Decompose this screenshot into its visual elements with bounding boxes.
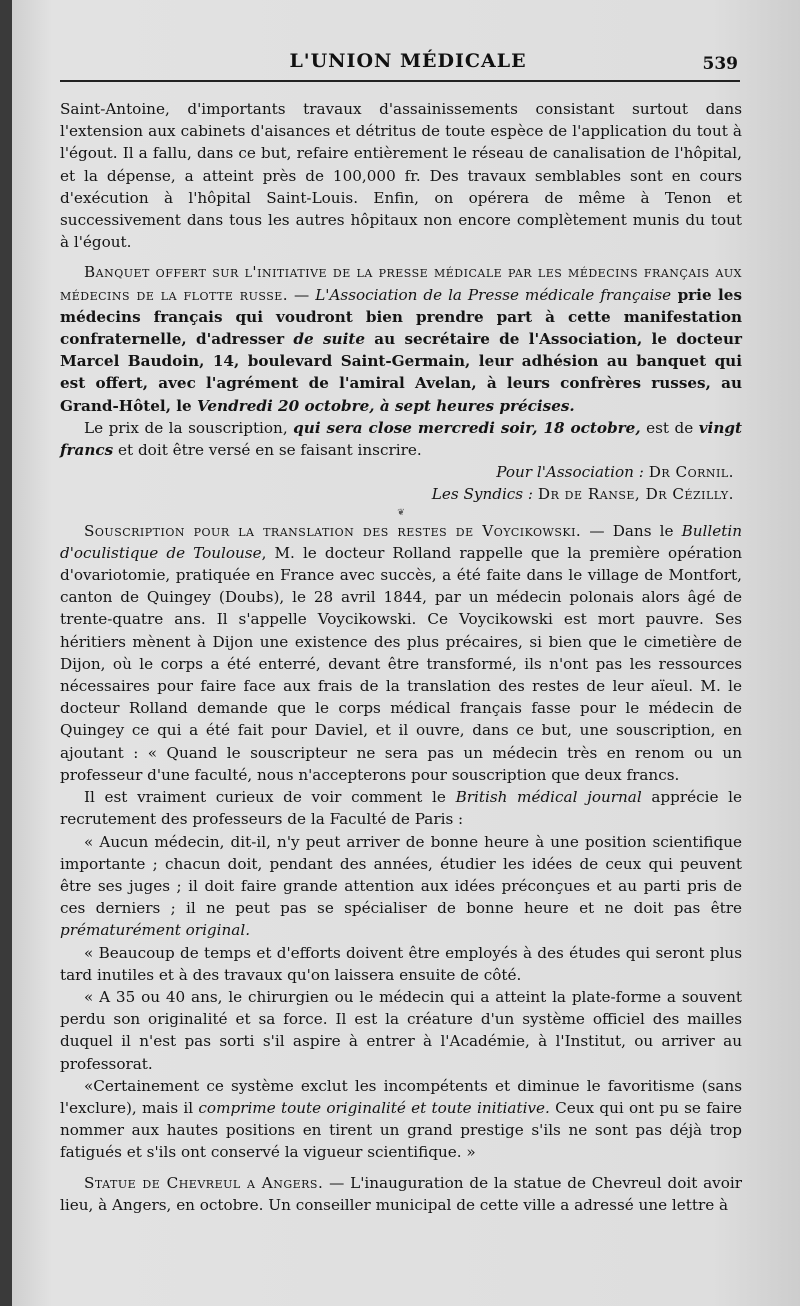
paragraph-bmj-quote-3: « A 35 ou 40 ans, le chirurgien ou le médecin qui a atteint la plate-forme a souvent perdu son originalité et sa force. Il est la créature d'un système officiel des mailles duquel il n'est pas sorti s'il aspire à entrer à l'Académie, à l'Institut, ou arriver au professorat. [60, 987, 742, 1073]
running-title: L'UNION MÉDICALE [289, 50, 527, 72]
news-title-banquet: Banquet offert sur l'initiative de la presse médicale par les médecins français aux médecins de la flotte russe. [60, 263, 742, 304]
news-item-souscription: Souscription pour la translation des restes de Voycikowski. — Dans le Bulletin d'oculistique de Toulouse, M. le docteur Rolland rappelle que la première opération d'ovariotomie, pratiquée en France avec succès, a été faite dans le village de Montfort, canton de Quingey (Doubs), le 28 avril 1844, par un médecin polonais alors âgé de trente-quatre ans. Il s'appelle Voycikowski. Ce Voycikowski est mort pauvre. Ses héritiers mènent à Dijon une existence des plus précaires, si bien que le cimetière de Dijon, où le corps a été enterré, devant être transformé, ils n'ont pas les ressources nécessaires pour faire face aux frais de la translation des restes de leur aïeul. M. le docteur Rolland demande que le corps médical français fasse pour le médecin de Quingey ce qui a été fait pour Daviel, et il ouvre, dans ce but, une souscription, en ajoutant : « Quand le souscripteur ne sera pas un médecin très en renom ou un professeur d'une faculté, nous n'accepterons pour souscription que deux francs. [60, 521, 743, 784]
page-number: 539 [702, 54, 738, 74]
article-body [60, 98, 742, 1216]
paragraph-bmj-intro: Il est vraiment curieux de voir comment le British médical journal apprécie le recrutement des professeurs de la Faculté de Paris : [60, 788, 742, 829]
paragraph-bmj-quote-2: « Beaucoup de temps et d'efforts doivent être employés à des études qui seront plus tard inutiles et à des travaux qu'on laissera ensuite de côté. [60, 943, 742, 984]
news-item-banquet: Banquet offert sur l'initiative de la presse médicale par les médecins français aux médecins de la flotte russe. — L'Association de la Presse médicale française prie les médecins français qui voudront bien prendre part à cette manifestation confraternelle, d'adresser de suite au secrétaire de l'Association, le docteur Marcel Baudoin, 14, boulevard Saint-Germain, leur adhésion au banquet qui est offert, avec l'agrément de l'amiral Avelan, à leurs confrères russes, au Grand-Hôtel, le Vendredi 20 octobre, à sept heures précises. [60, 263, 743, 415]
news-title-souscription: Souscription pour la translation des restes de Voycikowski. [84, 521, 582, 540]
paragraph-price: Le prix de la souscription, qui sera close mercredi soir, 18 octobre, est de vingt francs et doit être versé en se faisant inscrire. [60, 418, 743, 460]
signature-association: Pour l'Association : Dr Cornil. [496, 463, 734, 482]
paragraph-bmj-quote-1: « Aucun médecin, dit-il, n'y peut arriver de bonne heure à une position scientifique importante ; chacun doit, pendant des années, étudier les idées de ceux qui peuvent être ses juges ; il doit faire grande attention aux idées préconçues et au parti pris de ces derniers ; il ne peut pas se spécialiser de bonne heure et ne doit pas être prématurément original. [60, 832, 742, 940]
paragraph-hospitals: Saint-Antoine, d'importants travaux d'assainissements consistant surtout dans l'extension aux cabinets d'aisances et détritus de toute espèce de l'application du tout à l'égout. Il a fallu, dans ce but, refaire entièrement le réseau de canalisation de l'hôpital, et la dépense, a atteint près de 100,000 fr. Des travaux semblables sont en cours d'exécution à l'hôpital Saint-Louis. Enfin, on opérera de même à Tenon et successivement dans tous les autres hôpitaux non encore complètement munis du tout à l'égout. [60, 100, 742, 252]
news-item-chevreul: Statue de Chevreul a Angers. — L'inauguration de la statue de Chevreul doit avoir lieu, à Angers, en octobre. Un conseiller municipal de cette ville a adressé une lettre à [60, 1173, 743, 1214]
news-title-chevreul: Statue de Chevreul a Angers. [84, 1173, 324, 1192]
paragraph-bmj-quote-4: «Certainement ce système exclut les incompétents et diminue le favoritisme (sans l'exclure), mais il comprime toute originalité et toute initiative. Ceux qui ont pu se faire nommer aux hautes positions en tirent un grand prestige s'ils ne sont pas déjà trop fatigués et s'ils ont conservé la vigueur scientifique. » [60, 1076, 742, 1162]
page-header [60, 50, 756, 80]
header-rule [60, 80, 740, 82]
signature-syndics: Les Syndics : Dr de Ranse, Dr Cézilly. [431, 485, 734, 504]
section-divider-ornament: ❦ [397, 507, 405, 518]
journal-page [12, 0, 800, 1306]
